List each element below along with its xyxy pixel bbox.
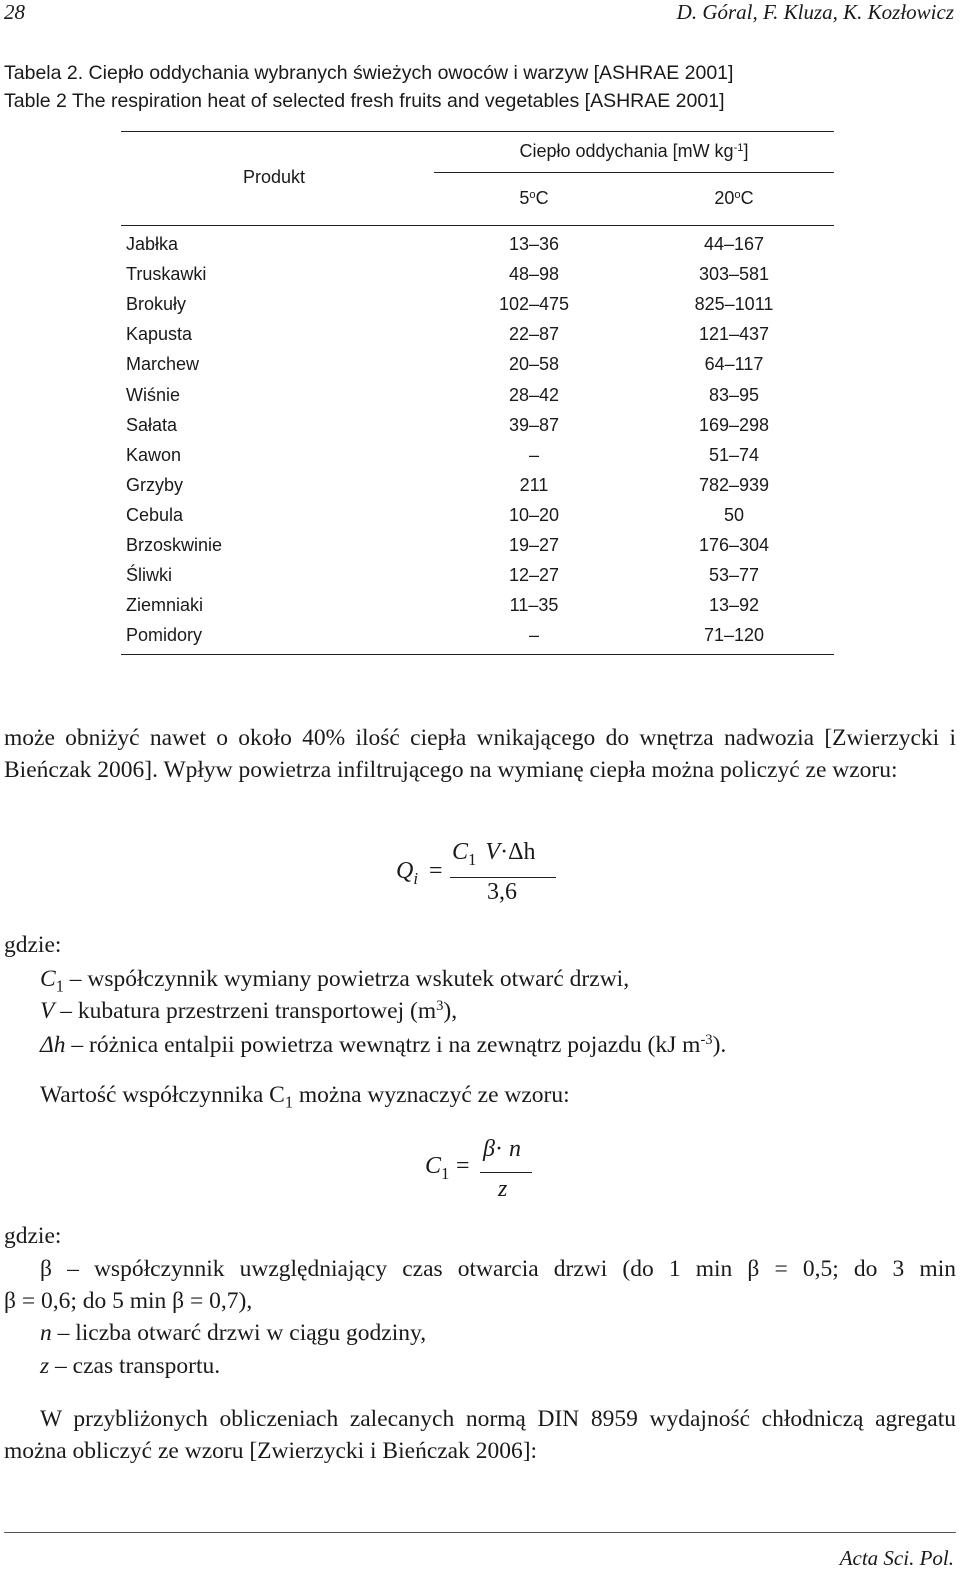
table-cell-20c: 83–95 (708, 385, 760, 405)
definition-c1: $C_1$ – współczynnik wymiany powietrza wskutek otwarć drzwi, (40, 966, 630, 996)
table-cell-20c: 303–581 (698, 264, 770, 284)
table-cell-20c: 176–304 (698, 535, 770, 555)
group-header-bracket: ] (743, 141, 749, 161)
eq1-denominator: 3,6 (487, 879, 517, 905)
paragraph-c1-intro: Wartość współczynnika $C_1$ można wyznaczyć ze wzoru: (40, 1082, 570, 1112)
table-cell-5c: 20–58 (508, 354, 560, 374)
table-cell-20c: 13–92 (708, 595, 760, 615)
definition-z: z – czas transportu. (40, 1353, 221, 1379)
table-cell-5c: 39–87 (508, 415, 560, 435)
table-cell-5c: 12–27 (508, 565, 560, 585)
table-cell-5c: 11–35 (509, 595, 559, 615)
eq1-numerator: $C_1$ V·Δh (452, 839, 536, 869)
table-bottom-rule (121, 654, 834, 655)
table-cell-product: Sałata (126, 415, 178, 435)
page-number: 28 (4, 0, 25, 24)
table-cell-product: Pomidory (126, 625, 203, 645)
table-cell-5c: – (528, 445, 539, 465)
running-header-authors: D. Góral, F. Kluza, K. Kozłowicz (676, 0, 954, 24)
table-cell-20c: 71–120 (703, 625, 765, 645)
definition-beta-line2: β = 0,6; do 5 min β = 0,7), (4, 1288, 253, 1314)
eq1-lhs: $Q_i$ (396, 858, 419, 888)
table-group-rule (434, 172, 834, 173)
table-top-rule (121, 131, 834, 132)
column-header-5c: 5$^o$C (519, 188, 549, 208)
group-header-text: Ciepło oddychania [mW kg (519, 141, 734, 161)
where-label-2: gdzie: (4, 1223, 62, 1249)
table-cell-5c: 211 (519, 475, 549, 495)
table-cell-product: Cebula (126, 505, 184, 525)
column-group-header (434, 141, 834, 162)
table-cell-20c: 169–298 (698, 415, 770, 435)
table-cell-20c: 53–77 (708, 565, 760, 585)
table-cell-product: Wiśnie (126, 385, 181, 405)
definition-delta-h: Δh – różnica entalpii powietrza wewnątrz i na zewnątrz pojazdu (kJ $m^{-3}$). (40, 1032, 727, 1058)
eq2-equals: = (456, 1153, 470, 1179)
column-header-20c: 20$^o$C (714, 188, 754, 208)
table-cell-5c: – (528, 625, 539, 645)
where-label-1: gdzie: (4, 932, 62, 958)
eq2-numerator: β· n (483, 1136, 521, 1162)
table-cell-5c: 22–87 (508, 324, 560, 344)
table-cell-product: Marchew (126, 354, 200, 374)
table-cell-product: Kapusta (126, 324, 193, 344)
definition-beta-line1: β – współczynnik uwzględniający czas otwarcia drzwi (do 1 min β = 0,5; do 3 min (40, 1256, 956, 1282)
table-cell-product: Truskawki (126, 264, 207, 284)
definition-v: V – kubatura przestrzeni transportowej $(m^3)$, (40, 998, 458, 1024)
group-header-exponent: -1 (733, 141, 744, 154)
table-cell-5c: 28–42 (508, 385, 560, 405)
table-cell-product: Jabłka (126, 234, 179, 254)
table-cell-5c: 102–475 (498, 294, 570, 314)
table-cell-20c: 64–117 (704, 354, 764, 374)
paragraph-intro: może obniżyć nawet o około 40% ilość ciepła wnikającego do wnętrza nadwozia [Zwierzycki i Bieńczak 2006]. Wpływ powietrza infiltrującego na wymianę ciepła można policzyć ze wzoru: (4, 725, 956, 783)
table-cell-product: Kawon (126, 445, 182, 465)
definition-n: n – liczba otwarć drzwi w ciągu godziny, (40, 1320, 427, 1346)
table-cell-20c: 50 (723, 505, 745, 525)
table-cell-20c: 121–437 (698, 324, 770, 344)
table-cell-5c: 10–20 (508, 505, 560, 525)
table-cell-20c: 44–167 (703, 234, 765, 254)
table-cell-product: Grzyby (126, 475, 184, 495)
table-cell-product: Ziemniaki (126, 595, 204, 615)
table-cell-5c: 19–27 (508, 535, 560, 555)
table-cell-product: Brokuły (126, 294, 187, 314)
eq2-lhs: $C_1$ (425, 1153, 450, 1183)
footer-journal: Acta Sci. Pol. (839, 1546, 954, 1570)
table-cell-product: Brzoskwinie (126, 535, 223, 555)
eq1-fraction-bar (450, 877, 556, 878)
paragraph-din-norm: W przybliżonych obliczeniach zalecanych normą DIN 8959 wydajność chłodniczą agregatu można obliczyć ze wzoru [Zwierzycki i Bieńczak 2006]: (4, 1406, 956, 1464)
table-cell-5c: 13–36 (508, 234, 560, 254)
table-cell-20c: 825–1011 (694, 294, 774, 314)
table-cell-product: Śliwki (126, 565, 173, 585)
footer-rule (4, 1532, 956, 1533)
table-header-rule (121, 225, 834, 226)
eq2-fraction-bar (480, 1172, 532, 1173)
table-caption-polish: Tabela 2. Ciepło oddychania wybranych świeżych owoców i warzyw [ASHRAE 2001] (4, 62, 734, 84)
eq2-denominator: z (498, 1176, 508, 1202)
table-cell-20c: 782–939 (698, 475, 770, 495)
table-cell-5c: 48–98 (508, 264, 560, 284)
table-caption-english: Table 2 The respiration heat of selected fresh fruits and vegetables [ASHRAE 2001] (4, 90, 725, 112)
eq1-equals: = (429, 858, 443, 884)
column-header-product: Produkt (243, 167, 306, 187)
table-cell-20c: 51–74 (708, 445, 760, 465)
